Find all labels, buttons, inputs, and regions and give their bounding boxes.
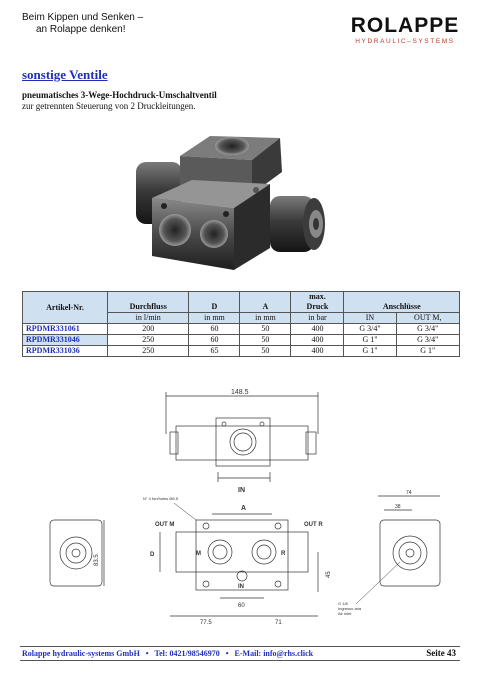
col-header-pressure <box>291 292 344 313</box>
holes-note: N° 4 fori/holes Ø8.5 <box>143 496 178 501</box>
cell-pressure: 400 <box>291 335 344 346</box>
header-slogan <box>22 12 143 36</box>
dim-77-5: 77.5 <box>200 620 212 626</box>
label-r: R <box>281 551 286 557</box>
slogan-line-2: an Rolappe denken! <box>36 24 126 35</box>
valve-product-image <box>130 128 340 280</box>
right-side-view <box>338 490 440 616</box>
col-header-article: Artikel-Nr. <box>23 292 108 324</box>
label-in-top: IN <box>238 487 245 494</box>
label-a: A <box>241 505 247 512</box>
col-header-d: D <box>189 292 240 313</box>
product-description: zur getrennten Steuerung von 2 Druckleitungen. <box>22 101 196 111</box>
table-row <box>23 335 460 346</box>
cell-article[interactable]: RPDMR331036 <box>23 346 108 357</box>
unit-out: OUT M, <box>396 313 459 324</box>
cell-d: 60 <box>189 335 240 346</box>
air-note-3: Air inlet <box>338 611 352 616</box>
label-m: M <box>196 551 201 557</box>
footer-tel[interactable]: Tel: 0421/98546970 <box>154 649 220 658</box>
cell-flow: 250 <box>108 335 189 346</box>
cell-out: G 1" <box>396 346 459 357</box>
unit-a: in mm <box>240 313 291 324</box>
cell-article[interactable]: RPDMR331061 <box>23 324 108 335</box>
label-out-m: OUT M <box>155 522 175 528</box>
front-view <box>94 496 332 626</box>
label-d: D <box>150 552 155 558</box>
unit-flow: in l/min <box>108 313 189 324</box>
cell-pressure: 400 <box>291 324 344 335</box>
table-row <box>23 324 460 335</box>
cell-out: G 3/4" <box>396 324 459 335</box>
slogan-line-1: Beim Kippen und Senken – <box>22 12 144 23</box>
unit-d: in mm <box>189 313 240 324</box>
footer-company: Rolappe hydraulic-systems GmbH <box>22 649 140 658</box>
air-note-2: Ingresso aria <box>338 606 362 611</box>
footer-bullet-2: • <box>225 649 229 658</box>
section-title: sonstige Ventile <box>22 67 108 82</box>
top-view <box>166 389 318 494</box>
footer-email[interactable]: E-Mail: info@rhs.click <box>234 649 314 658</box>
footer-bullet-1: • <box>145 649 149 658</box>
cell-a: 50 <box>240 324 291 335</box>
cell-a: 50 <box>240 346 291 357</box>
technical-drawing <box>0 380 480 642</box>
dim-top-width: 148.5 <box>231 389 249 396</box>
unit-pressure: in bar <box>291 313 344 324</box>
left-side-view <box>50 520 104 586</box>
unit-in: IN <box>344 313 396 324</box>
page-number: Seite 43 <box>426 648 456 658</box>
cell-d: 60 <box>189 324 240 335</box>
cell-article[interactable]: RPDMR331046 <box>23 335 108 346</box>
logo-name: ROLAPPE <box>350 14 460 37</box>
pressure-label-druck: Druck <box>306 302 329 311</box>
cell-in: G 1" <box>344 346 396 357</box>
table-header-row <box>23 292 460 313</box>
cell-d: 65 <box>189 346 240 357</box>
label-out-r: OUT R <box>304 522 323 528</box>
dim-71: 71 <box>275 620 282 626</box>
col-header-flow: Durchfluss <box>108 292 189 313</box>
cell-out: G 3/4" <box>396 335 459 346</box>
dim-height-83: 83.5 <box>94 554 100 566</box>
rolappe-logo <box>344 15 466 46</box>
footer <box>20 646 460 661</box>
logo-subtitle: HYDRAULIC–SYSTEMS <box>355 38 455 45</box>
cell-in: G 1" <box>344 335 396 346</box>
cell-flow: 250 <box>108 346 189 357</box>
table-row <box>23 346 460 357</box>
dim-74: 74 <box>406 490 412 496</box>
col-header-ports: Anschlüsse <box>344 292 460 313</box>
col-header-a: A <box>240 292 291 313</box>
dim-45: 45 <box>326 571 332 578</box>
pressure-label-max: max. <box>309 292 326 301</box>
cell-a: 50 <box>240 335 291 346</box>
cell-pressure: 400 <box>291 346 344 357</box>
dim-38: 38 <box>395 504 401 510</box>
air-note-1: G 1/8 <box>338 601 348 606</box>
footer-contact <box>22 649 313 658</box>
cell-flow: 200 <box>108 324 189 335</box>
cell-in: G 3/4" <box>344 324 396 335</box>
dim-60: 60 <box>238 603 245 609</box>
label-in: IN <box>238 584 244 590</box>
specification-table <box>22 291 460 357</box>
product-title: pneumatisches 3-Wege-Hochdruck-Umschaltventil <box>22 90 217 100</box>
